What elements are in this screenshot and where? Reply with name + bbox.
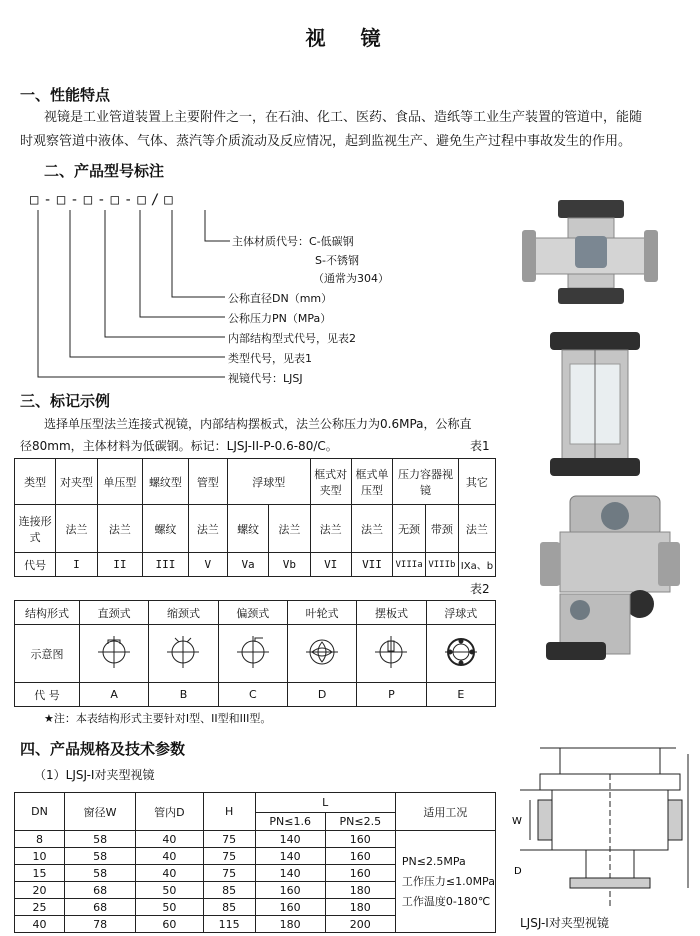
type-cell: 框式对夹型 [310,459,351,505]
reduced-neck-diagram-icon [163,632,203,672]
spec-cell: 75 [203,865,255,882]
spec-cell: 180 [325,899,395,916]
flap-diagram-icon [371,632,411,672]
conn-cell: 法兰 [269,505,310,553]
spec-cell: 160 [325,848,395,865]
section-2-heading: 二、产品型号标注 [44,162,165,180]
code-cell: III [143,553,189,577]
code-cell: IXa、b [458,553,495,577]
table-row [15,625,496,683]
header-cell: 管内D [136,793,203,831]
code-cell: P [357,683,426,707]
offset-neck-diagram-icon [233,632,273,672]
page-title: 视 镜 [305,26,395,50]
code-cell: II [97,553,143,577]
header-cell: PN≤1.6 [255,813,325,831]
spec-cell: 140 [255,865,325,882]
label-code: 视镜代号：LJSJ [228,372,303,385]
condition-text: 工作温度0-180℃ [401,894,491,908]
code-cell: VIIIb [425,553,458,577]
conn-cell: 法兰 [310,505,351,553]
spec-cell: 160 [255,899,325,916]
code-cell: I [56,553,97,577]
diagram-float-ball [426,625,495,683]
spec-cell: 40 [136,848,203,865]
label-dn: 公称直径DN（mm） [228,292,333,305]
conn-cell: 法兰 [188,505,227,553]
label-material: 主体材质代号：C-低碳钢 [232,235,354,248]
section-1-text-line1: 视镜是工业管道装置上主要附件之一，在石油、化工、医药、食品、造纸等工业生产装置的管道中，能随 [44,110,643,125]
code-cell: VI [310,553,351,577]
spec-cell: 40 [136,831,203,848]
spec-cell: 50 [136,882,203,899]
row-label: 示意图 [15,625,80,683]
table-row [15,793,496,813]
spec-cell: 75 [203,848,255,865]
type-table [14,458,496,577]
form-cell: 浮球式 [426,601,495,625]
spec-cell: 40 [136,865,203,882]
row-label: 结构形式 [15,601,80,625]
section-3-text-line1: 选择单压型法兰连接式视镜，内部结构摆板式，法兰公称压力为0.6MPa，公称直 [44,417,472,431]
code-cell: V [188,553,227,577]
drawing-caption: LJSJ-I对夹型视镜 [520,916,609,930]
spec-cell: 140 [255,831,325,848]
product-photo-2 [540,330,650,480]
code-cell: D [287,683,356,707]
form-cell: 摆板式 [357,601,426,625]
type-cell: 压力容器视镜 [393,459,459,505]
label-material-s: S-不锈钢 [315,254,359,267]
spec-cell: 68 [64,882,135,899]
conn-cell: 法兰 [97,505,143,553]
label-type: 类型代号，见表1 [228,352,312,365]
spec-cell: 180 [255,916,325,933]
code-cell: VIIIa [393,553,426,577]
conn-cell: 螺纹 [227,505,268,553]
section-4-heading: 四、产品规格及技术参数 [20,740,186,758]
spec-cell: 160 [325,865,395,882]
impeller-diagram-icon [302,632,342,672]
spec-cell: 60 [136,916,203,933]
diagram-impeller [287,625,356,683]
table2-label: 表2 [470,582,490,596]
model-code-pattern: □-□-□-□-□/□ [30,192,178,208]
spec-cell: 85 [203,899,255,916]
type-cell: 管型 [188,459,227,505]
header-cell: DN [15,793,65,831]
header-cell: H [203,793,255,831]
conditions-cell [395,831,495,933]
conn-cell: 带颈 [425,505,458,553]
code-cell: A [80,683,149,707]
label-material-note: （通常为304） [313,272,389,285]
spec-cell: 85 [203,882,255,899]
spec-cell: 160 [325,831,395,848]
header-cell: 窗径W [64,793,135,831]
spec-cell: 50 [136,899,203,916]
spec-cell: 20 [15,882,65,899]
row-label: 代号 [15,553,56,577]
structure-table [14,600,496,707]
diagram-straight-neck [80,625,149,683]
condition-text: 工作压力≤1.0MPa [401,874,495,888]
table-row [15,831,496,848]
conn-cell: 无颈 [393,505,426,553]
table-row [15,601,496,625]
dim-d-text: D [514,866,522,877]
straight-neck-diagram-icon [94,632,134,672]
table1-label: 表1 [470,439,490,453]
type-cell: 其它 [458,459,495,505]
table-row [15,553,496,577]
spec-cell: 15 [15,865,65,882]
code-cell: Vb [269,553,310,577]
product-photo-3 [540,492,690,668]
header-cell: PN≤2.5 [325,813,395,831]
table-row [15,459,496,505]
section-1-heading: 一、性能特点 [20,86,111,104]
header-cell: L [255,793,395,813]
header-cell: 适用工况 [395,793,495,831]
spec-cell: 75 [203,831,255,848]
diagram-reduced-neck [149,625,218,683]
spec-cell: 115 [203,916,255,933]
spec-cell: 25 [15,899,65,916]
row-label: 连接形式 [15,505,56,553]
type-cell: 框式单压型 [351,459,392,505]
float-ball-diagram-icon [441,632,481,672]
type-cell: 螺纹型 [143,459,189,505]
table-row [15,505,496,553]
spec-cell: 180 [325,882,395,899]
section-3-text-line2: 径80mm，主体材料为低碳钢。标记：LJSJ-II-P-0.6-80/C。 [20,439,338,453]
section-1-text-line2: 时观察管道中液体、气体、蒸汽等介质流动及反应情况，起到监视生产、避免生产过程中事故发生的作用。 [20,134,632,149]
spec-cell: 58 [64,831,135,848]
code-cell: B [149,683,218,707]
spec-cell: 40 [15,916,65,933]
spec-cell: 8 [15,831,65,848]
spec-cell: 200 [325,916,395,933]
spec-cell: 140 [255,848,325,865]
spec-cell: 78 [64,916,135,933]
table2-note: ★注：本表结构形式主要针对I型、II型和III型。 [44,712,272,725]
type-cell: 单压型 [97,459,143,505]
label-structure: 内部结构型式代号，见表2 [228,332,356,345]
conn-cell: 法兰 [56,505,97,553]
row-label: 代 号 [15,683,80,707]
label-pn: 公称压力PN（MPa） [228,312,332,325]
conn-cell: 法兰 [351,505,392,553]
type-cell: 对夹型 [56,459,97,505]
conn-cell: 法兰 [458,505,495,553]
form-cell: 叶轮式 [287,601,356,625]
type-cell: 浮球型 [227,459,310,505]
code-cell: E [426,683,495,707]
spec-cell: 160 [255,882,325,899]
conn-cell: 螺纹 [143,505,189,553]
section-3-heading: 三、标记示例 [20,392,111,410]
condition-text: PN≤2.5MPa [401,854,466,868]
technical-drawing [500,744,696,914]
code-cell: Va [227,553,268,577]
dim-w-text: W [512,816,522,827]
diagram-flap [357,625,426,683]
spec-cell: 58 [64,848,135,865]
code-cell: C [218,683,287,707]
spec-cell: 58 [64,865,135,882]
form-cell: 直颈式 [80,601,149,625]
row-label: 类型 [15,459,56,505]
form-cell: 偏颈式 [218,601,287,625]
spec-table [14,792,496,933]
diagram-offset-neck [218,625,287,683]
form-cell: 缩颈式 [149,601,218,625]
code-cell: VII [351,553,392,577]
table-row [15,683,496,707]
section-4-subheading: （1）LJSJ-I对夹型视镜 [34,768,155,782]
product-photo-1 [520,196,660,316]
spec-cell: 68 [64,899,135,916]
spec-cell: 10 [15,848,65,865]
